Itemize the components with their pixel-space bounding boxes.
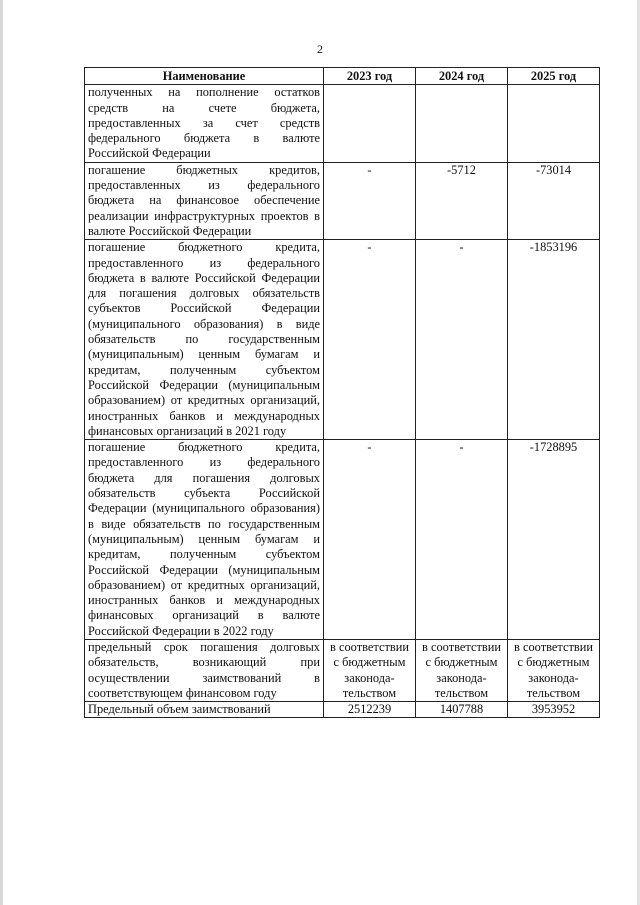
table-row <box>85 162 600 239</box>
header-2023: 2023 год <box>324 68 416 85</box>
row-value-2025 <box>508 85 600 162</box>
row-name: предельный срок погашения долговых обязательств, возникающий при осуществлении заимствований в соответствующем финансовом году <box>85 639 324 701</box>
row-value-2024 <box>416 85 508 162</box>
table-header-row <box>85 68 600 85</box>
header-2024: 2024 год <box>416 68 508 85</box>
page-number: 2 <box>317 42 323 56</box>
row-value-2025: 3953952 <box>508 702 600 718</box>
row-value-2024: - <box>416 440 508 640</box>
table-row <box>85 440 600 640</box>
header-2025: 2025 год <box>508 68 600 85</box>
header-name: Наименование <box>85 68 324 85</box>
row-value-2025: -1728895 <box>508 440 600 640</box>
row-value-2023: - <box>324 162 416 239</box>
row-name: погашение бюджетного кредита, предоставленного из федерального бюджета в валюте Российской Федерации для погашения долговых обязательств субъектов Российской Федерации (муниципального образования) в виде обязательств по государственным (муниципальным) ценным бумагам и кредитам, полученным субъектом Российской Федерации (муниципальным образованием) от кредитных организаций, иностранных банков и международных финансовых организаций в 2021 году <box>85 240 324 440</box>
row-value-2024: в соответствии с бюджетным законода-тельством <box>416 639 508 701</box>
row-value-2023: 2512239 <box>324 702 416 718</box>
row-name: полученных на пополнение остатков средств на счете бюджета, предоставленных за счет средств федерального бюджета в валюте Российской Федерации <box>85 85 324 162</box>
table-row <box>85 639 600 701</box>
row-value-2024: -5712 <box>416 162 508 239</box>
scan-edge-left <box>0 0 3 905</box>
borrowing-table <box>84 67 600 718</box>
row-value-2023: - <box>324 440 416 640</box>
table-row <box>85 702 600 718</box>
table-row <box>85 240 600 440</box>
row-name: погашение бюджетных кредитов, предоставленных из федерального бюджета на финансовое обеспечение реализации инфраструктурных проектов в валюте Российской Федерации <box>85 162 324 239</box>
row-value-2025: в соответствии с бюджетным законода-тельством <box>508 639 600 701</box>
row-value-2023: в соответствии с бюджетным законода-тельством <box>324 639 416 701</box>
table-row <box>85 85 600 162</box>
row-name: погашение бюджетного кредита, предоставленного из федерального бюджета для погашения долговых обязательств субъекта Российской Федерации (муниципального образования) в виде обязательств по государственным (муниципальным) ценным бумагам и кредитам, полученным субъектом Российской Федерации (муниципальным образованием) от кредитных организаций, иностранных банков и международных финансовых организаций в валюте Российской Федерации в 2022 году <box>85 440 324 640</box>
row-value-2023 <box>324 85 416 162</box>
row-value-2024: - <box>416 240 508 440</box>
row-value-2025: -73014 <box>508 162 600 239</box>
row-name: Предельный объем заимствований <box>85 702 324 718</box>
row-value-2023: - <box>324 240 416 440</box>
row-value-2025: -1853196 <box>508 240 600 440</box>
row-value-2024: 1407788 <box>416 702 508 718</box>
